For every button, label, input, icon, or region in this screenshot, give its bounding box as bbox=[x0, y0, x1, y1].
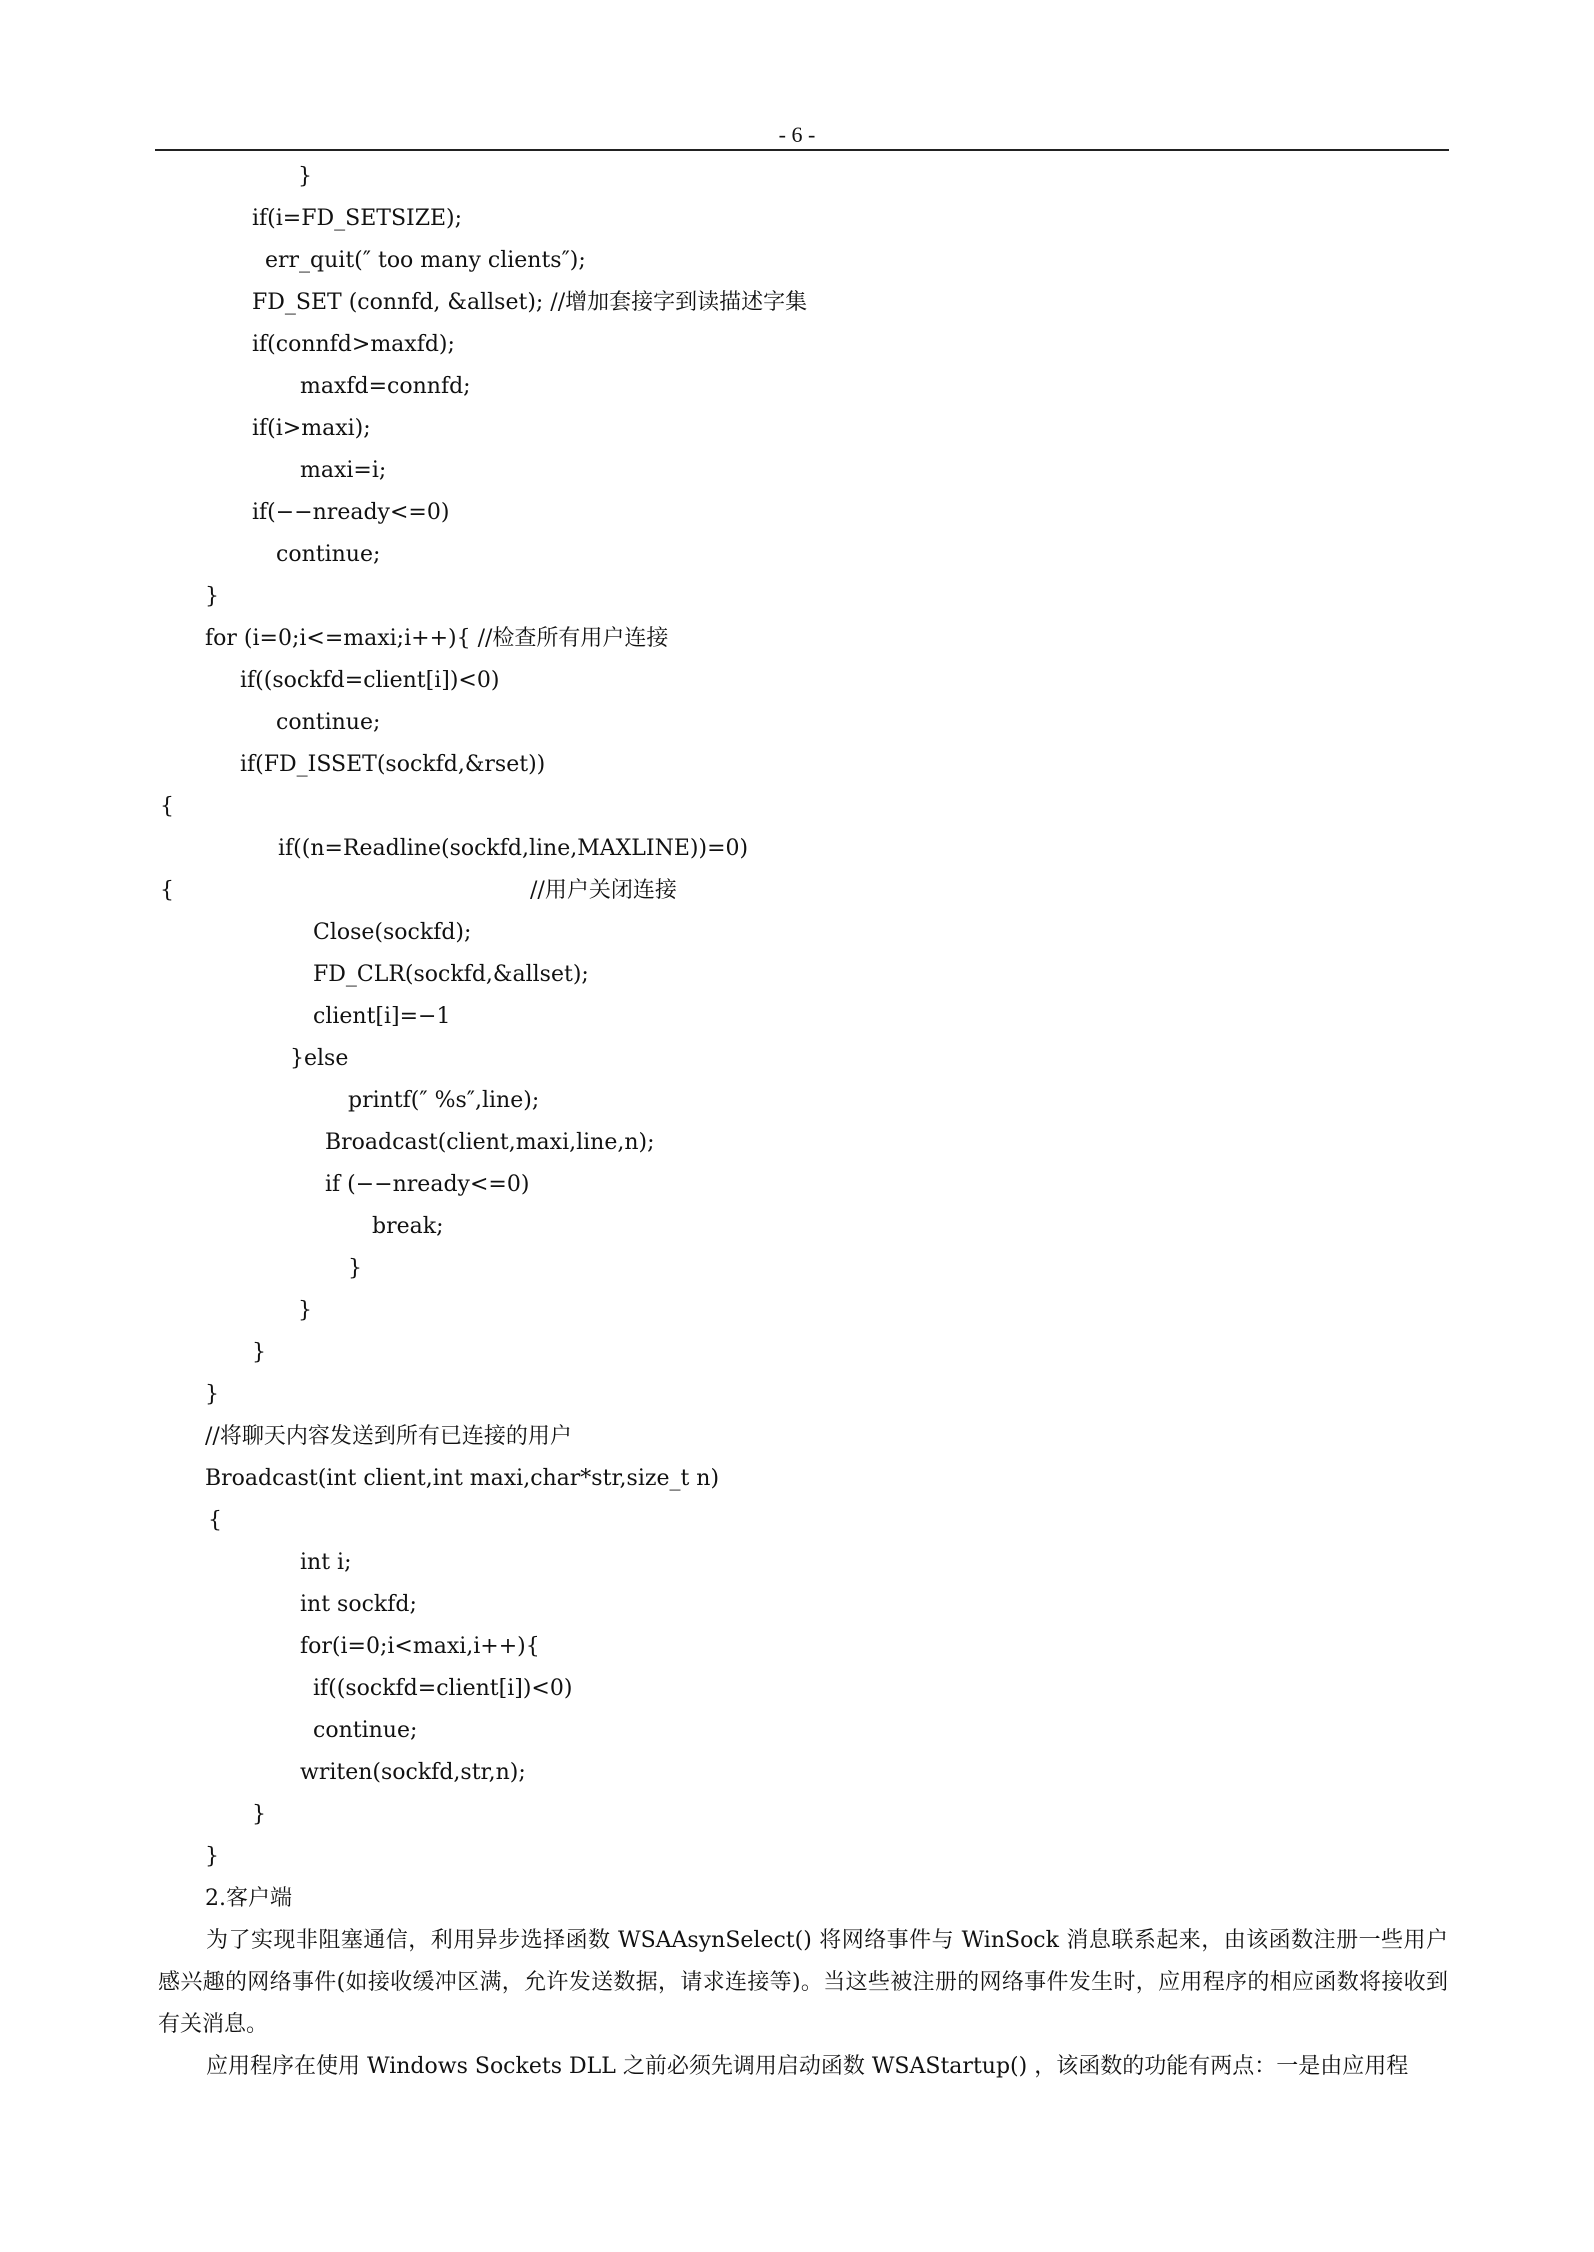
code-line: } bbox=[205, 1844, 219, 1869]
code-line: { bbox=[160, 878, 174, 903]
code-line: int sockfd; bbox=[300, 1592, 417, 1617]
code-line: } bbox=[205, 1382, 219, 1407]
code-line: for (i=0;i<=maxi;i++){ //检查所有用户连接 bbox=[205, 626, 669, 651]
code-line: { bbox=[160, 794, 174, 819]
code-line: if(−−nready<=0) bbox=[252, 500, 450, 525]
code-line: if((sockfd=client[i])<0) bbox=[240, 668, 500, 693]
code-line: Broadcast(int client,int maxi,char*str,size_t n) bbox=[205, 1466, 720, 1491]
code-line: break; bbox=[372, 1214, 444, 1239]
code-line: client[i]=−1 bbox=[313, 1004, 451, 1029]
paragraph: 应用程序在使用 Windows Sockets DLL 之前必须先调用启动函数 WSAStartup() ，该函数的功能有两点：一是由应用程 bbox=[206, 2054, 1409, 2079]
code-line: err_quit(″ too many clients″); bbox=[265, 248, 586, 273]
code-line: } bbox=[205, 584, 219, 609]
code-line: } bbox=[348, 1256, 362, 1281]
code-line: FD_CLR(sockfd,&allset); bbox=[313, 962, 589, 987]
code-line: continue; bbox=[276, 542, 381, 567]
code-line: } bbox=[298, 164, 312, 189]
paragraph: 为了实现非阻塞通信，利用异步选择函数 WSAAsynSelect() 将网络事件与 WinSock 消息联系起来，由该函数注册一些用户感兴趣的网络事件(如接收缓冲区满，允许发送数据，请求连接等)。当这些被注册的网络事件发生时，应用程序的相应函数将接收到有关消息。 bbox=[158, 1928, 1448, 2037]
code-comment: //将聊天内容发送到所有已连接的用户 bbox=[205, 1424, 572, 1449]
code-line: maxfd=connfd; bbox=[300, 374, 471, 399]
header-rule bbox=[155, 149, 1449, 151]
code-line: } bbox=[252, 1802, 266, 1827]
code-line: printf(″ %s″,line); bbox=[348, 1088, 540, 1113]
code-line: for(i=0;i<maxi,i++){ bbox=[300, 1634, 540, 1659]
section-heading: 2.客户端 bbox=[205, 1886, 292, 1911]
code-line: int i; bbox=[300, 1550, 352, 1575]
code-line: if(i=FD_SETSIZE); bbox=[252, 206, 463, 231]
code-line: if(connfd>maxfd); bbox=[252, 332, 455, 357]
code-line: if((sockfd=client[i])<0) bbox=[313, 1676, 573, 1701]
code-line: } bbox=[252, 1340, 266, 1365]
code-line: continue; bbox=[313, 1718, 418, 1743]
code-line: { bbox=[208, 1508, 222, 1533]
code-line: }else bbox=[290, 1046, 349, 1071]
code-line: if((n=Readline(sockfd,line,MAXLINE))=0) bbox=[278, 836, 749, 861]
code-line: Close(sockfd); bbox=[313, 920, 472, 945]
code-comment: //用户关闭连接 bbox=[530, 878, 677, 903]
code-line: if(FD_ISSET(sockfd,&rset)) bbox=[240, 752, 546, 777]
code-line: if(i>maxi); bbox=[252, 416, 371, 441]
code-line: if (−−nready<=0) bbox=[325, 1172, 530, 1197]
code-line: continue; bbox=[276, 710, 381, 735]
code-line: } bbox=[298, 1298, 312, 1323]
code-line: FD_SET (connfd, &allset); //增加套接字到读描述字集 bbox=[252, 290, 808, 315]
code-line: Broadcast(client,maxi,line,n); bbox=[325, 1130, 655, 1155]
page-number: - 6 - bbox=[778, 122, 816, 147]
code-line: writen(sockfd,str,n); bbox=[300, 1760, 526, 1785]
code-line: maxi=i; bbox=[300, 458, 387, 483]
